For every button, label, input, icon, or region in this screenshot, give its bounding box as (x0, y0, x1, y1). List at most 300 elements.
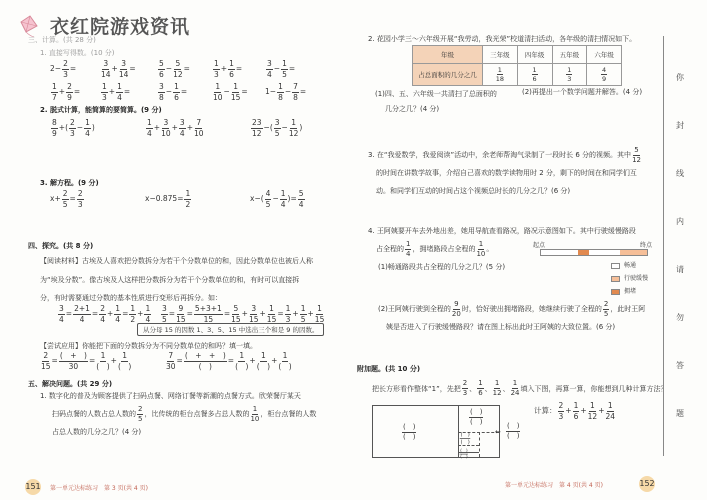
binding-char: 封 (676, 121, 684, 130)
expression (250, 119, 302, 137)
fraction (99, 305, 106, 323)
fraction (146, 119, 153, 137)
denominator: 3 (567, 75, 572, 83)
numerator: 2 (558, 401, 564, 410)
expr-text: + (171, 123, 178, 132)
question-2-heading: 2. 脱式计算，能简算的要简算。(9 分) (40, 106, 162, 114)
denominator: 6 (229, 69, 234, 79)
road-segment-slow (620, 250, 647, 255)
numerator: 1 (278, 82, 283, 91)
expression (265, 83, 306, 101)
numerator: 2 (603, 299, 609, 308)
numerator: 1 (147, 118, 152, 127)
numerator: 1 (145, 304, 151, 313)
denominator: 4 (100, 314, 105, 324)
text-line (40, 405, 316, 423)
expression (145, 190, 192, 208)
numerator: 1 (239, 351, 245, 360)
fraction (137, 406, 143, 423)
table-header: 三年级 (483, 46, 518, 64)
binding-char: 题 (676, 409, 684, 418)
numerator: 8 (52, 118, 57, 127)
fraction (166, 352, 176, 370)
page-footer: 第一单元达标练习 第 3 页(共 4 页) (50, 485, 148, 492)
denominator: 12 (288, 128, 299, 138)
expression (50, 119, 95, 137)
fraction (462, 380, 468, 397)
numerator: 1 (174, 82, 179, 91)
expr-text: ，此时王阿 (610, 305, 646, 313)
fraction (532, 67, 538, 83)
expr-text: 扫码点餐的人数占总人数的 (52, 410, 136, 418)
expr-text: − (165, 64, 173, 73)
denominator: 5 (274, 128, 280, 138)
expression (50, 60, 76, 78)
fraction (119, 60, 129, 78)
expr-text: = (122, 309, 129, 318)
expr-text: ) (91, 123, 95, 132)
numerator: 3 (121, 59, 126, 68)
expr-text: + (259, 309, 266, 318)
denominator: 3 (63, 69, 68, 79)
numerator: 3 (159, 82, 164, 91)
expr-text: = (69, 194, 76, 203)
expr-text: ，拥堵路段占全程的 (412, 245, 476, 253)
section-4-heading: 四、探究。(共 8 分) (28, 242, 94, 250)
binding-char: 勿 (676, 313, 684, 322)
numerator: 1 (567, 65, 572, 74)
expr-text: = (91, 309, 99, 318)
fraction (265, 190, 272, 208)
try-apply-prompt: 【尝试应用】你能把下面的分数拆分为不同分数单位的和吗？填一填。 (40, 342, 257, 350)
table-cell (517, 64, 552, 86)
fraction (231, 83, 241, 101)
fraction (267, 305, 277, 323)
expr-text: = (186, 309, 193, 318)
binding-char: 答 (676, 361, 684, 370)
fraction (51, 119, 58, 137)
expr-text: +( (58, 123, 68, 132)
denominator: ( ) (278, 361, 292, 371)
numerator: 5 (634, 145, 639, 154)
expression (376, 239, 494, 258)
denominator: 5 (162, 314, 167, 324)
denominator: 4 (179, 128, 185, 138)
expr-text: = (65, 309, 73, 318)
fraction (114, 305, 121, 323)
question-3-heading: 3. 解方程。(9 分) (40, 179, 99, 187)
numerator: 2 (63, 59, 68, 68)
numerator: 1 (214, 59, 219, 68)
fraction (298, 190, 305, 208)
numerator: 3 (267, 59, 272, 68)
expression (376, 187, 570, 195)
denominator: 2 (185, 199, 191, 209)
extra-heading: 附加题。(共 10 分) (357, 365, 421, 373)
denominator: 8 (293, 92, 298, 102)
numerator: 9 (454, 299, 459, 308)
numerator: 1 (269, 304, 274, 313)
table-header: 五年级 (552, 46, 587, 64)
expr-text: − (223, 87, 230, 96)
expr-text: = (241, 87, 248, 96)
numerator: ( ) (460, 448, 468, 454)
denominator: 8 (278, 92, 283, 102)
denominator: 14 (101, 69, 111, 79)
denominator: 4 (147, 128, 152, 138)
denominator: 15 (231, 314, 241, 324)
numerator: 1 (52, 82, 57, 91)
expr-text: + (106, 309, 114, 318)
text-line (372, 380, 668, 397)
reading-material (40, 252, 313, 308)
numerator: 1 (317, 304, 322, 313)
binding-line (663, 36, 664, 456)
fraction (496, 67, 504, 83)
numerator: 1 (291, 118, 296, 127)
denominator: 4 (85, 128, 90, 138)
question-1-heading: 1. 直接写得数。(10 分) (40, 49, 115, 57)
denominator: ( ) (117, 361, 132, 371)
denominator: 9 (602, 75, 607, 83)
question-2-part-1 (375, 87, 497, 117)
fraction (606, 402, 616, 420)
denominator: 4 (298, 199, 304, 209)
numerator: 2 (70, 118, 75, 127)
denominator: 5 (300, 314, 306, 324)
denominator: 5 (265, 199, 271, 209)
denominator: 15 (314, 314, 325, 324)
expr-text: = (123, 87, 131, 96)
denominator: 3 (214, 69, 219, 79)
expr-text: + (580, 406, 587, 415)
expression (100, 83, 130, 101)
expr-text: 。 (486, 245, 494, 253)
expr-text: + (220, 64, 228, 73)
expr-text: x−0.875= (145, 194, 184, 203)
expression (50, 190, 85, 208)
expr-text: + (111, 64, 118, 73)
numerator: 1 (122, 351, 127, 360)
fraction (161, 305, 168, 323)
expression (378, 299, 646, 318)
blank-two-thirds (401, 424, 417, 441)
fraction (194, 305, 223, 323)
numerator: 1 (282, 351, 288, 360)
expr-text: 3. 在“我爱数学，我爱阅读”活动中，余老师帮淘气录制了一段时长 6 分的视频。其中 (368, 151, 632, 159)
denominator: 3 (70, 128, 75, 138)
blank-one-24th (459, 449, 469, 459)
denominator: 10 (213, 92, 223, 102)
numerator: 1 (512, 379, 518, 387)
numerator: 4 (265, 189, 271, 198)
expression (212, 83, 248, 101)
denominator: 4 (280, 199, 286, 209)
table-header: 年级 (413, 46, 483, 64)
text-line (534, 402, 616, 420)
expr-text: 、 (484, 384, 492, 393)
try-expression-1 (40, 352, 132, 370)
fraction (184, 190, 191, 208)
expr-text: = (288, 64, 296, 73)
numerator: 2 (67, 82, 72, 91)
numerator: 5+3+1 (194, 304, 222, 313)
expr-text: 动。和同学们互动的时间占这个视频总时长的几分之几？(6 分) (376, 187, 571, 195)
expr-text: + (137, 309, 144, 318)
numerator: 5 (298, 189, 304, 198)
legend-item (611, 285, 648, 298)
page-number-badge: 151 (25, 479, 41, 495)
numerator: 1 (261, 351, 266, 360)
road-segment-smooth (589, 250, 621, 255)
denominator: 5 (282, 69, 287, 79)
fraction (96, 352, 109, 370)
denominator: 15 (41, 361, 51, 371)
expr-text: = (69, 64, 77, 73)
denominator: 5 (138, 414, 143, 423)
fraction (235, 352, 248, 370)
fraction (315, 305, 325, 323)
expression (157, 83, 187, 101)
page-number-badge: 152 (639, 476, 655, 492)
expr-text: + (108, 87, 116, 96)
numerator: 2+1 (74, 304, 90, 313)
numerator: 2 (43, 351, 49, 360)
denominator: ( ) (507, 432, 520, 440)
text-line (368, 164, 642, 182)
expr-text: + (598, 406, 605, 415)
expr-text: = (88, 356, 96, 365)
numerator: ( ) (470, 408, 483, 416)
expr-text: + (186, 123, 193, 132)
denominator: ( ) (470, 418, 483, 426)
expression (165, 351, 293, 371)
expr-text: 占总人数的几分之几？(4 分) (52, 428, 142, 436)
numerator: 1 (130, 304, 136, 313)
question-2-part-2: (2)再提出一个数学问题并解答。(4 分) (522, 88, 643, 96)
fraction (144, 305, 151, 323)
denominator: ( ) (460, 438, 470, 445)
table-header: 四年级 (517, 46, 552, 64)
numerator: 7 (293, 82, 298, 91)
expr-text: ) (299, 123, 303, 132)
expr-text: = (51, 356, 58, 365)
expr-text: 1. 数字化的普及为顾客提供了扫码点餐、网络订餐等新潮的点餐方式。欣荣餐厅某天 (40, 392, 301, 400)
expression (372, 379, 668, 397)
expr-text: 的时间在讲数学故事，介绍自己喜欢的数学读物用时 2 分，剩下的时间在和同学们互 (376, 169, 637, 177)
expression (250, 190, 306, 208)
denominator: 3 (558, 411, 564, 421)
numerator: 2 (462, 379, 468, 387)
expr-text: + (249, 356, 256, 365)
fraction (84, 119, 91, 137)
expr-text: 填入下图，再算一算，你能想到几种计算方法？ (520, 384, 668, 393)
fraction (173, 83, 180, 101)
reading-line: 为“埃及分数”。像古埃及人这样把分数拆分为若干个分数单位的和，有时可以直接拆 (40, 275, 300, 284)
legend-label: 行驶缓慢 (624, 275, 649, 282)
expression (52, 428, 141, 436)
fraction (477, 380, 483, 397)
denominator: 30 (166, 361, 176, 371)
problem-1-text (40, 387, 316, 441)
numerator: 1 (285, 304, 291, 313)
expr-text: + (271, 356, 278, 365)
denominator: 9 (67, 92, 72, 102)
expression (368, 227, 636, 235)
section-3-heading: 三、计算。(共 28 分) (28, 36, 96, 44)
fraction (101, 83, 108, 101)
extra-question (372, 380, 668, 397)
fraction (469, 409, 483, 426)
expression (57, 304, 152, 324)
denominator: 6 (159, 69, 164, 79)
expr-text: (2)王阿姨行驶到全程的 (378, 305, 451, 313)
blank-one-sixth (468, 409, 484, 426)
binding-char: 线 (676, 169, 684, 178)
fraction (213, 83, 223, 101)
expr-text: − (273, 64, 281, 73)
binding-char: 内 (676, 217, 684, 226)
denominator: 12 (587, 411, 598, 421)
denominator: 4 (79, 314, 85, 324)
numerator: 1 (573, 401, 579, 410)
numerator: 5 (159, 59, 164, 68)
numerator: 1 (590, 401, 595, 410)
expression (40, 392, 301, 400)
denominator: 15 (248, 314, 259, 324)
denominator: 5 (62, 199, 68, 209)
fraction (280, 190, 287, 208)
denominator: 8 (159, 92, 164, 102)
numerator: 3 (163, 118, 169, 127)
cleaning-table (412, 45, 622, 86)
denominator: 10 (194, 128, 204, 138)
denominator: 15 (203, 314, 214, 324)
expr-text: x−( (250, 194, 264, 203)
denominator: 3 (77, 199, 83, 209)
denominator: 3 (102, 92, 107, 102)
numerator: 1 (607, 401, 613, 410)
expr-text: 、 (469, 384, 477, 393)
fraction (173, 60, 183, 78)
fraction (73, 305, 91, 323)
fraction (158, 60, 165, 78)
numerator: 1 (497, 65, 502, 74)
numerator: 2 (100, 304, 105, 313)
expr-text: 4. 王阿姨要开车去外地出差，她用导航查看路况，路况示意图如下。其中行驶缓慢路段 (368, 227, 636, 235)
numerator: 2 (138, 404, 143, 413)
denominator: 24 (510, 389, 520, 397)
expr-text: = (73, 87, 81, 96)
denominator: 10 (161, 128, 171, 138)
fraction (62, 60, 69, 78)
expr-text: − (281, 123, 288, 132)
expr-text: + (307, 309, 314, 318)
expr-text: 时，恰好驶出拥堵路段，她继续行驶了全程的 (461, 305, 602, 313)
expr-text: = (168, 309, 176, 318)
expression (368, 145, 642, 164)
right-question-2: 2. 花园小学三～六年级开展“我劳动，我光荣”校道清扫活动，各年级的清扫情况如下。 (368, 35, 637, 43)
fraction (278, 352, 291, 370)
fraction (58, 305, 65, 323)
blank-side (505, 423, 521, 440)
fraction (289, 119, 299, 137)
expr-text: 1− (265, 87, 277, 96)
denominator: 12 (492, 389, 502, 397)
denominator: 4 (267, 69, 272, 79)
expression (145, 119, 205, 137)
denominator: 4 (59, 314, 64, 324)
numerator: 7 (196, 118, 202, 127)
right-question-3 (368, 146, 642, 200)
text-line (40, 387, 316, 405)
fraction (566, 67, 572, 83)
denominator: 18 (495, 75, 505, 83)
numerator: 1 (282, 59, 287, 68)
fraction (129, 305, 136, 323)
fraction (249, 305, 259, 323)
text-line (368, 222, 636, 240)
expr-text: + (292, 309, 299, 318)
numerator: 2 (62, 189, 68, 198)
expr-text: + (153, 123, 161, 132)
fraction (601, 67, 607, 83)
question-4-part-2 (378, 300, 645, 336)
row-label: 占总面积的几分之几 (413, 64, 483, 86)
denominator: 15 (266, 314, 277, 324)
fraction (588, 402, 598, 420)
denominator: ( ) (403, 433, 416, 441)
numerator: 1 (233, 82, 238, 91)
numerator: 1 (229, 59, 234, 68)
legend-label: 畅通 (624, 262, 637, 269)
fraction (161, 119, 171, 137)
fraction (179, 119, 186, 137)
denominator: 30 (68, 361, 79, 371)
expr-text: 2− (50, 64, 62, 73)
fraction (277, 83, 284, 101)
expr-text: = (180, 87, 188, 96)
fraction (51, 83, 58, 101)
denominator: 6 (573, 411, 579, 421)
denominator: 14 (118, 69, 129, 79)
expr-text: − (165, 87, 173, 96)
numerator: ( + + ) (184, 351, 226, 360)
example-3-4 (57, 305, 152, 323)
denominator: 5 (603, 309, 609, 318)
text-line (40, 423, 316, 441)
denominator: 4 (117, 92, 122, 102)
expr-text: = (299, 87, 307, 96)
text-line (378, 300, 645, 318)
legend-item (611, 259, 648, 272)
numerator: 1 (117, 82, 122, 91)
numerator: 1 (532, 65, 537, 74)
binding-char: 请 (676, 265, 684, 274)
legend-swatch (611, 263, 620, 269)
denominator: 6 (174, 92, 179, 102)
expression (534, 401, 616, 421)
expression (100, 60, 136, 78)
fraction (405, 241, 411, 258)
numerator: 9 (178, 304, 184, 313)
expr-text: + (58, 87, 66, 96)
fraction (62, 190, 69, 208)
arrow-icon: ← (495, 428, 501, 436)
part-text: 几分之几？(4 分) (385, 105, 440, 113)
legend-swatch (611, 289, 620, 295)
expression (40, 351, 132, 371)
